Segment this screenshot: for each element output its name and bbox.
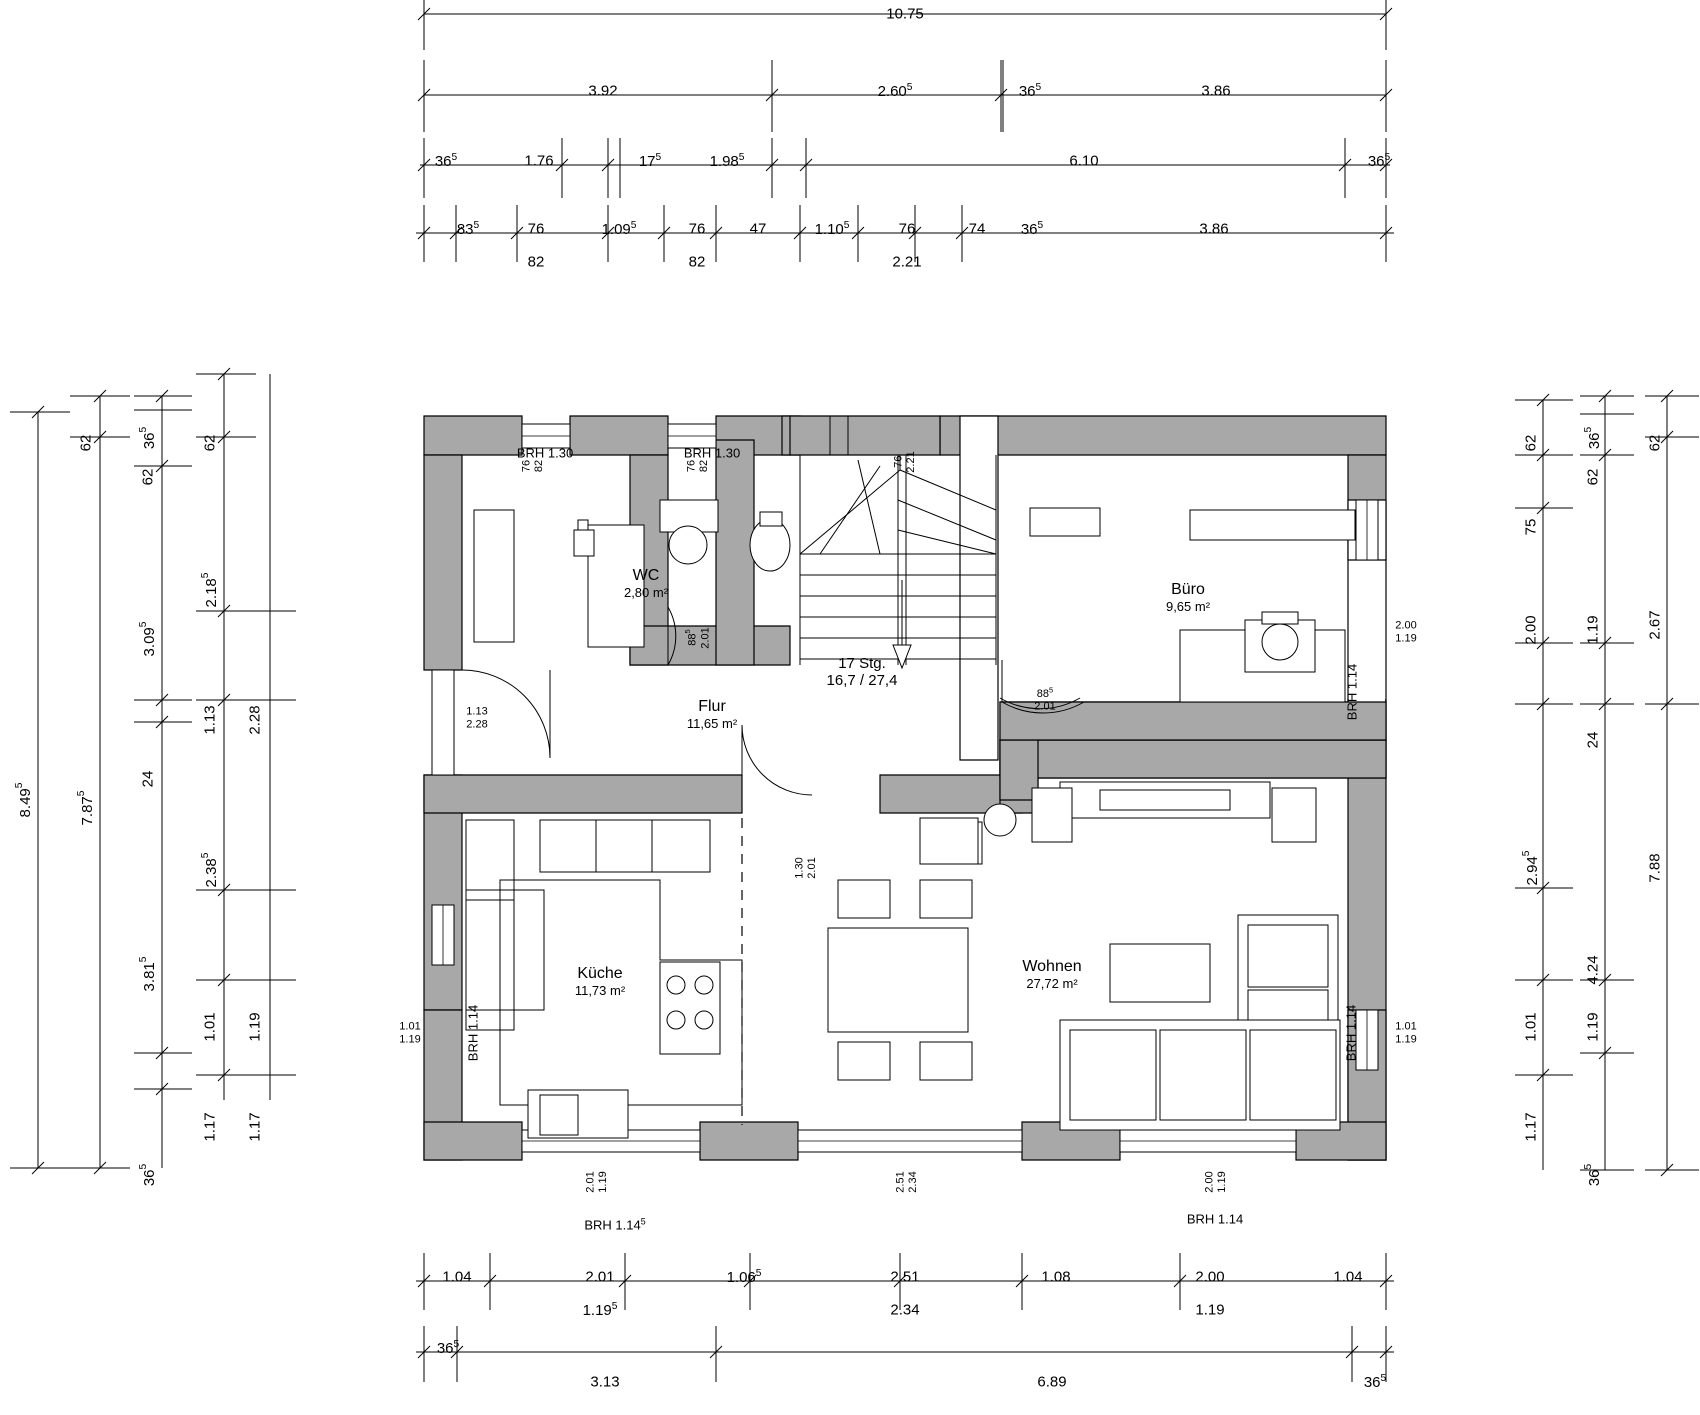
dimension-text: 1.19 xyxy=(1584,1012,1602,1042)
dimension-text: 76 xyxy=(898,220,916,238)
brh-label: BRH 1.14 xyxy=(1343,1004,1359,1062)
brh-label: BRH 1.14 xyxy=(465,1004,481,1062)
dimension-text: 3.86 xyxy=(1199,220,1229,238)
dimension-text: 62 xyxy=(1522,434,1540,452)
dimension-text: 62 xyxy=(77,434,95,452)
dimension-text: 1.19 xyxy=(1195,1301,1225,1319)
room-label-wohnen xyxy=(1022,958,1081,992)
room-name: WC xyxy=(632,566,660,584)
room-area: 2,80 m² xyxy=(623,585,669,601)
dimension-text: 76 xyxy=(527,220,545,238)
dimension-text: $36^5$ xyxy=(1582,1163,1603,1187)
dimension-text: $36^5$ xyxy=(137,1163,158,1187)
dimension-text: 4.24 xyxy=(1584,955,1602,985)
dimension-text: 3.92 xyxy=(588,82,618,100)
dimension-text: 62 xyxy=(139,468,157,486)
dimension-text: 24 xyxy=(139,770,157,788)
dimension-text: $36^5$ xyxy=(1367,151,1391,170)
opening-tag: 1.30 2.01 xyxy=(793,857,818,879)
dimension-text: 1.19$^5$ xyxy=(582,1300,618,1319)
dimension-text: 7.88 xyxy=(1646,853,1664,883)
dimension-text: 6.10 xyxy=(1069,152,1099,170)
dimension-text: 24 xyxy=(1584,731,1602,749)
brh-label: BRH 1.14 xyxy=(1186,1211,1244,1227)
dimension-text: 1.19 xyxy=(246,1012,264,1042)
dimension-text: 1.17 xyxy=(246,1112,264,1142)
room-name: Büro xyxy=(1171,580,1205,598)
stairs-count: 17 Stg. xyxy=(838,654,886,672)
opening-tag: 1.01 1.19 xyxy=(1395,1020,1417,1045)
dimension-text: 2.28 xyxy=(246,705,264,735)
dimension-text: 2.21 xyxy=(892,253,922,271)
room-area: 9,65 m² xyxy=(1165,599,1211,615)
opening-tag: 76 82 xyxy=(685,459,710,473)
dimension-text: 10.75 xyxy=(886,5,924,23)
dimension-text: 3.13 xyxy=(590,1373,620,1391)
dimension-text: 1.04 xyxy=(442,1268,472,1286)
dimension-text: 2.18$^5$ xyxy=(199,572,220,608)
dimension-text: 2.94$^5$ xyxy=(1520,850,1541,886)
dimension-text: $36^5$ xyxy=(1582,426,1603,450)
dimension-text: 2.38$^5$ xyxy=(199,852,220,888)
dimension-text: 75 xyxy=(1522,518,1540,536)
opening-tag: 1.13 2.28 xyxy=(466,705,488,730)
dimension-text: 3.81$^5$ xyxy=(137,956,158,992)
dimension-text: 2.01 xyxy=(585,1268,615,1286)
dimension-text: 7.87$^5$ xyxy=(75,790,96,826)
dimension-text: 2.00 xyxy=(1195,1268,1225,1286)
dimension-text: 3.09$^5$ xyxy=(137,621,158,657)
room-area: 11,73 m² xyxy=(574,983,626,999)
dimension-text: $83^5$ xyxy=(456,219,480,238)
room-label-kueche xyxy=(575,965,625,999)
opening-tag: 2.01 1.19 xyxy=(584,1171,609,1193)
stairs-rise-run: 16,7 / 27,4 xyxy=(826,672,898,689)
dimension-text: 2.60$^5$ xyxy=(877,81,913,100)
opening-tag: $88^5$ 2.01 xyxy=(1034,685,1056,713)
brh-label: BRH 1.30 xyxy=(683,445,741,461)
opening-tag: $88^5$ 2.01 xyxy=(683,627,712,649)
dimension-text: $36^5$ xyxy=(137,426,158,450)
dimension-text: 2.51 xyxy=(890,1268,920,1286)
room-name: Wohnen xyxy=(1022,957,1082,975)
dimension-text: $36^5$ xyxy=(1363,1372,1387,1391)
opening-tag: 76 82 xyxy=(520,459,545,473)
dimension-text: $36^5$ xyxy=(1018,81,1042,100)
dimension-text: 3.86 xyxy=(1201,82,1231,100)
stairs-label xyxy=(827,655,898,690)
opening-tag: 2.00 1.19 xyxy=(1395,619,1417,644)
dimension-text: 1.76 xyxy=(524,152,554,170)
dimension-text: 1.01 xyxy=(201,1012,219,1042)
opening-tag: 2.51 2.34 xyxy=(894,1171,919,1193)
dimension-text: 62 xyxy=(1584,468,1602,486)
dimension-text: 2.34 xyxy=(890,1301,920,1319)
dimension-text: $36^5$ xyxy=(434,151,458,170)
room-label-flur xyxy=(687,698,737,732)
dimension-text: 1.17 xyxy=(201,1112,219,1142)
dimension-text: 2.00 xyxy=(1522,615,1540,645)
room-area: 27,72 m² xyxy=(1026,976,1078,992)
dimension-text: 62 xyxy=(1646,434,1664,452)
dimension-text: $36^5$ xyxy=(436,1338,460,1357)
room-label-wc xyxy=(624,567,668,601)
dimension-text: 1.06$^5$ xyxy=(726,1267,762,1286)
dimension-text: $17^5$ xyxy=(638,151,662,170)
dimension-text: 1.08 xyxy=(1041,1268,1071,1286)
brh-label: BRH 1.30 xyxy=(516,445,574,461)
dimension-text: 1.01 xyxy=(1522,1012,1540,1042)
dimension-text: 1.17 xyxy=(1522,1112,1540,1142)
dimension-text: 6.89 xyxy=(1037,1373,1067,1391)
dimension-text: 76 xyxy=(688,220,706,238)
dimension-text: 1.04 xyxy=(1333,1268,1363,1286)
dimension-text: 82 xyxy=(688,253,706,271)
brh-label: BRH 1.14 xyxy=(1344,663,1360,721)
room-name: Flur xyxy=(698,697,726,715)
dimension-text: 1.19 xyxy=(1584,615,1602,645)
dimension-text: 74 xyxy=(968,220,986,238)
dimension-text: 2.67 xyxy=(1646,610,1664,640)
opening-tag: 2.00 1.19 xyxy=(1203,1171,1228,1193)
opening-tag: 1.01 1.19 xyxy=(399,1020,421,1045)
dimension-text: $36^5$ xyxy=(1020,219,1044,238)
dimension-text: 62 xyxy=(201,434,219,452)
dimension-text: 1.13 xyxy=(201,705,219,735)
room-name: Küche xyxy=(577,964,623,982)
opening-tag: 76 2.21 xyxy=(892,451,917,473)
dimension-text: 1.09$^5$ xyxy=(601,219,637,238)
dimension-text: 8.49$^5$ xyxy=(13,782,34,818)
brh-label: BRH 1.14$^5$ xyxy=(584,1216,646,1233)
room-label-buero xyxy=(1166,581,1210,615)
dimension-text: 1.10$^5$ xyxy=(814,219,850,238)
room-area: 11,65 m² xyxy=(686,716,738,732)
dimension-text: 1.98$^5$ xyxy=(709,151,745,170)
dimension-text: 82 xyxy=(527,253,545,271)
dimension-text: 47 xyxy=(749,220,767,238)
